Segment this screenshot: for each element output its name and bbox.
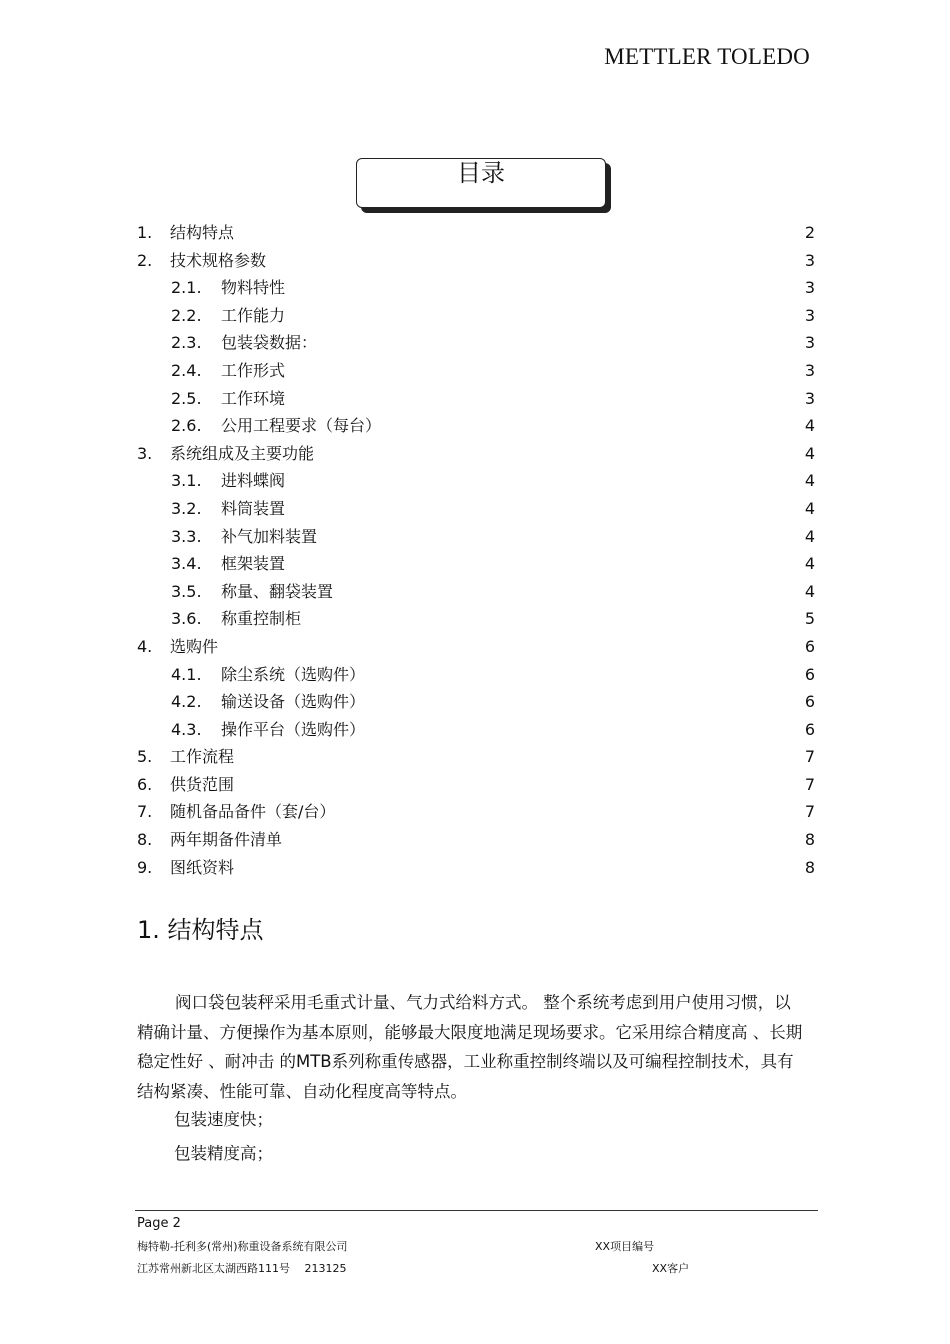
toc-entry-label: 随机备品备件（套/台） bbox=[170, 802, 336, 822]
section-heading: 1. 结构特点 bbox=[137, 916, 264, 944]
toc-entry-label: 物料特性 bbox=[221, 278, 286, 298]
toc-entry-page: 4 bbox=[804, 554, 815, 574]
table-of-contents bbox=[137, 219, 815, 881]
toc-entry[interactable] bbox=[137, 467, 815, 495]
toc-entry-number: 3.3. bbox=[171, 526, 202, 546]
toc-entry-page: 6 bbox=[804, 692, 815, 712]
toc-entry[interactable] bbox=[137, 854, 815, 882]
toc-entry-page: 4 bbox=[804, 498, 815, 518]
toc-entry[interactable] bbox=[137, 771, 815, 799]
toc-entry-page: 3 bbox=[804, 250, 815, 270]
toc-title-box bbox=[356, 158, 606, 208]
toc-entry-page: 7 bbox=[804, 774, 815, 794]
toc-entry[interactable] bbox=[137, 523, 815, 551]
toc-entry-label: 称重控制柜 bbox=[221, 609, 302, 629]
toc-entry-label: 工作环境 bbox=[221, 388, 286, 408]
toc-entry-label: 公用工程要求（每台） bbox=[221, 416, 382, 436]
toc-entry[interactable] bbox=[137, 219, 815, 247]
toc-entry-number: 4.1. bbox=[171, 664, 202, 684]
toc-entry-number: 3.1. bbox=[171, 471, 202, 491]
toc-entry-label: 选购件 bbox=[170, 636, 219, 656]
toc-entry-label: 结构特点 bbox=[170, 223, 235, 242]
toc-entry-label: 称量、翻袋装置 bbox=[221, 581, 334, 601]
toc-entry-page: 4 bbox=[804, 471, 815, 491]
toc-entry-label: 工作能力 bbox=[221, 305, 286, 325]
toc-entry[interactable] bbox=[137, 661, 815, 689]
toc-entry[interactable] bbox=[137, 302, 815, 330]
toc-entry-number: 5. bbox=[137, 747, 153, 767]
toc-entry[interactable] bbox=[137, 633, 815, 661]
toc-entry[interactable] bbox=[137, 688, 815, 716]
toc-entry-label: 图纸资料 bbox=[170, 857, 235, 877]
brand-logo-text: METTLER TOLEDO bbox=[604, 44, 810, 69]
toc-entry-number: 3.5. bbox=[171, 581, 202, 601]
toc-entry-number: 2.3. bbox=[171, 333, 202, 353]
toc-entry-label: 补气加料装置 bbox=[221, 526, 318, 546]
toc-entry-page: 3 bbox=[804, 360, 815, 380]
toc-entry-page: 3 bbox=[804, 333, 815, 353]
feature-item: 包装速度快； bbox=[174, 1110, 273, 1129]
toc-entry-number: 2.5. bbox=[171, 388, 202, 408]
toc-entry[interactable] bbox=[137, 357, 815, 385]
toc-entry[interactable] bbox=[137, 605, 815, 633]
toc-entry[interactable] bbox=[137, 385, 815, 413]
toc-entry-page: 6 bbox=[804, 719, 815, 739]
toc-entry[interactable] bbox=[137, 440, 815, 468]
toc-entry-label: 工作形式 bbox=[221, 360, 286, 380]
toc-entry[interactable] bbox=[137, 578, 815, 606]
toc-entry[interactable] bbox=[137, 412, 815, 440]
toc-title: 目录 bbox=[457, 159, 505, 187]
feature-item: 包装精度高； bbox=[174, 1144, 273, 1163]
toc-entry-page: 8 bbox=[804, 857, 815, 877]
toc-entry-number: 2. bbox=[137, 250, 153, 270]
toc-entry-number: 4.3. bbox=[171, 719, 202, 739]
toc-entry[interactable] bbox=[137, 247, 815, 275]
toc-entry[interactable] bbox=[137, 743, 815, 771]
footer-customer: XX客户 bbox=[652, 1262, 690, 1275]
section-paragraph: 阀口袋包装秤采用毛重式计量、气力式给料方式。 整个系统考虑到用户使用习惯，以精确计量、方便操作为基本原则，能够最大限度地满足现场要求。它采用综合精度高 、长期稳定性好 、耐冲击 的MTB系列称重传感器，工业称重控制终端以及可编程控制技术，具有结构紧凑、性能可靠、自动化程度高等特点。 bbox=[137, 993, 803, 1101]
toc-entry-page: 6 bbox=[804, 636, 815, 656]
toc-entry-number: 8. bbox=[137, 830, 153, 850]
toc-entry[interactable] bbox=[137, 798, 815, 826]
toc-entry-number: 2.6. bbox=[171, 416, 202, 436]
toc-entry-label: 输送设备（选购件） bbox=[221, 692, 366, 712]
toc-entry-page: 3 bbox=[804, 305, 815, 325]
toc-entry-page: 3 bbox=[804, 388, 815, 408]
toc-entry[interactable] bbox=[137, 550, 815, 578]
toc-entry-label: 系统组成及主要功能 bbox=[170, 443, 315, 463]
toc-entry-page: 4 bbox=[804, 443, 815, 463]
toc-entry-page: 7 bbox=[804, 802, 815, 822]
toc-entry[interactable] bbox=[137, 329, 815, 357]
toc-entry-number: 9. bbox=[137, 857, 153, 877]
toc-entry-page: 4 bbox=[804, 416, 815, 436]
toc-entry-number: 2.4. bbox=[171, 360, 202, 380]
toc-entry-label: 框架装置 bbox=[221, 554, 286, 574]
toc-entry-page: 4 bbox=[804, 526, 815, 546]
toc-entry[interactable] bbox=[137, 495, 815, 523]
toc-entry-label: 操作平台（选购件） bbox=[221, 719, 366, 739]
footer-page-number: Page 2 bbox=[137, 1216, 181, 1231]
toc-entry-page: 8 bbox=[804, 830, 815, 850]
toc-entry-label: 除尘系统（选购件） bbox=[221, 664, 366, 684]
toc-entry-page: 2 bbox=[804, 223, 815, 242]
toc-entry[interactable] bbox=[137, 826, 815, 854]
toc-entry-page: 3 bbox=[804, 278, 815, 298]
toc-entry-label: 技术规格参数 bbox=[170, 250, 267, 270]
toc-entry-number: 7. bbox=[137, 802, 153, 822]
footer-company: 梅特勒-托利多(常州)称重设备系统有限公司 bbox=[137, 1240, 348, 1253]
footer-project-number: XX项目编号 bbox=[595, 1240, 655, 1253]
toc-entry-label: 工作流程 bbox=[170, 747, 235, 767]
toc-entry-label: 料筒装置 bbox=[221, 498, 286, 518]
toc-entry-page: 6 bbox=[804, 664, 815, 684]
footer-divider bbox=[135, 1210, 818, 1211]
toc-entry-number: 4.2. bbox=[171, 692, 202, 712]
toc-entry-page: 7 bbox=[804, 747, 815, 767]
toc-entry-number: 1. bbox=[137, 223, 153, 242]
toc-entry-number: 3.4. bbox=[171, 554, 202, 574]
toc-entry-label: 供货范围 bbox=[170, 774, 235, 794]
toc-entry-number: 3.2. bbox=[171, 498, 202, 518]
toc-entry-label: 进料蝶阀 bbox=[221, 471, 286, 491]
toc-entry-page: 5 bbox=[804, 609, 815, 629]
toc-entry-number: 3.6. bbox=[171, 609, 202, 629]
toc-entry[interactable] bbox=[137, 716, 815, 744]
toc-entry-label: 两年期备件清单 bbox=[170, 830, 283, 850]
toc-entry-number: 2.2. bbox=[171, 305, 202, 325]
toc-entry-label: 包装袋数据： bbox=[221, 333, 318, 353]
toc-entry-page: 4 bbox=[804, 581, 815, 601]
toc-entry-number: 4. bbox=[137, 636, 153, 656]
toc-entry-number: 2.1. bbox=[171, 278, 202, 298]
toc-entry-number: 6. bbox=[137, 774, 153, 794]
toc-entry[interactable] bbox=[137, 274, 815, 302]
footer-address: 江苏常州新北区太湖西路111号 213125 bbox=[137, 1262, 347, 1275]
toc-entry-number: 3. bbox=[137, 443, 153, 463]
